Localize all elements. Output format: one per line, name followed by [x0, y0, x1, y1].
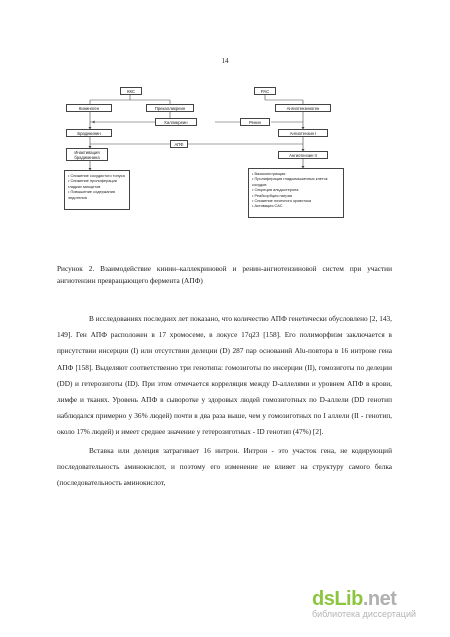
right-effect-item: • Секреция альдостерона: [252, 187, 340, 192]
watermark: [312, 589, 416, 620]
watermark-logo: [312, 589, 416, 609]
right-effect-item: • Вазоконстрикция: [252, 171, 340, 176]
watermark-logo-main: dsLib: [311, 588, 363, 610]
right-effect-item: • Пролиферация гладкомышечных клеток сосудов: [252, 176, 340, 187]
figure-diagram: [60, 84, 380, 254]
angiotensin-1-box: Ангиотензин I: [278, 129, 328, 137]
page-number: 14: [221, 57, 229, 65]
kks-box: ККС: [120, 87, 142, 95]
kallikrein-box: Калликреин: [155, 118, 197, 126]
body-text: [57, 311, 392, 491]
right-effect-item: • Активация САС: [252, 203, 340, 208]
paragraph: Вставка или делеция затрагивает 16 интрон. Интрон - это участок гена, не кодирующий последовательность аминокислот, и поэтому его изменение не влияет на структуру самого белка (последовательность аминокислот,: [57, 445, 392, 488]
inactivation-box: Инактивация брадикинина: [66, 148, 108, 161]
left-effect-item: • Повышение содержания эндотелия: [68, 189, 126, 200]
watermark-logo-ext: .net: [362, 588, 397, 610]
angiotensin-2-box: Ангиотензин II: [278, 151, 328, 159]
right-effect-item: • Реабсорбция натрия: [252, 193, 340, 198]
renin-box: Ренин: [240, 118, 270, 126]
ras-box: РАС: [254, 87, 276, 95]
right-effects-list: [248, 168, 344, 218]
apf-box: АПФ: [170, 140, 188, 148]
left-effect-item: • Снижение пролиферации гладких миоцитов: [68, 178, 126, 189]
left-effect-item: • Снижение сосудистого тонуса: [68, 173, 126, 178]
bradykinin-box: Брадикинин: [66, 129, 112, 137]
right-effect-item: • Снижение почечного кровотока: [252, 198, 340, 203]
prekallikrein-box: Прекалликреин: [146, 104, 194, 112]
left-effects-list: [64, 170, 130, 210]
paragraph: В исследованиях последних лет показано, что количество АПФ генетически обусловлено [2, 143, 149]. Ген АПФ расположен в 17 хромосеме, в локусе 17q23 [158]. Его полиморфизм заключается в присутствии инсерции (I) или отсутствии делеции (D) 287 пар оснований Alu-повтора в 16 интроне гена АПФ [158]. Выделяют соответственно три генотипа: гомозиготы по инсерции (II), гомозиготы по делеции (DD) и гетерозиготы (ID). При этом отмечается корреляция между D-аллелями и уровнем АПФ в крови, лимфе и тканях. Уровень АПФ в сыворотке у здоровых людей гомозиготных по D-аллели (DD генотип наблюдался примерно у 36% людей) почти в два раза выше, чем у гомозиготных по I аллели (II - генотип, около 17% людей) и имеет среднее значение у гетерозиготных - ID генотип (47%) [2].: [57, 314, 393, 437]
angiotensinogen-box: Ангиотензиноген: [275, 104, 331, 112]
watermark-subtitle: библиотека диссертаций: [311, 609, 416, 619]
kininogen-box: Кининоген: [66, 104, 112, 112]
figure-caption: Рисунок 2. Взаимодействие кинин–каллекриновой и ренин-ангиотензиновой систем при участии ангиотензин превращающего фермента (АПФ): [57, 264, 392, 285]
